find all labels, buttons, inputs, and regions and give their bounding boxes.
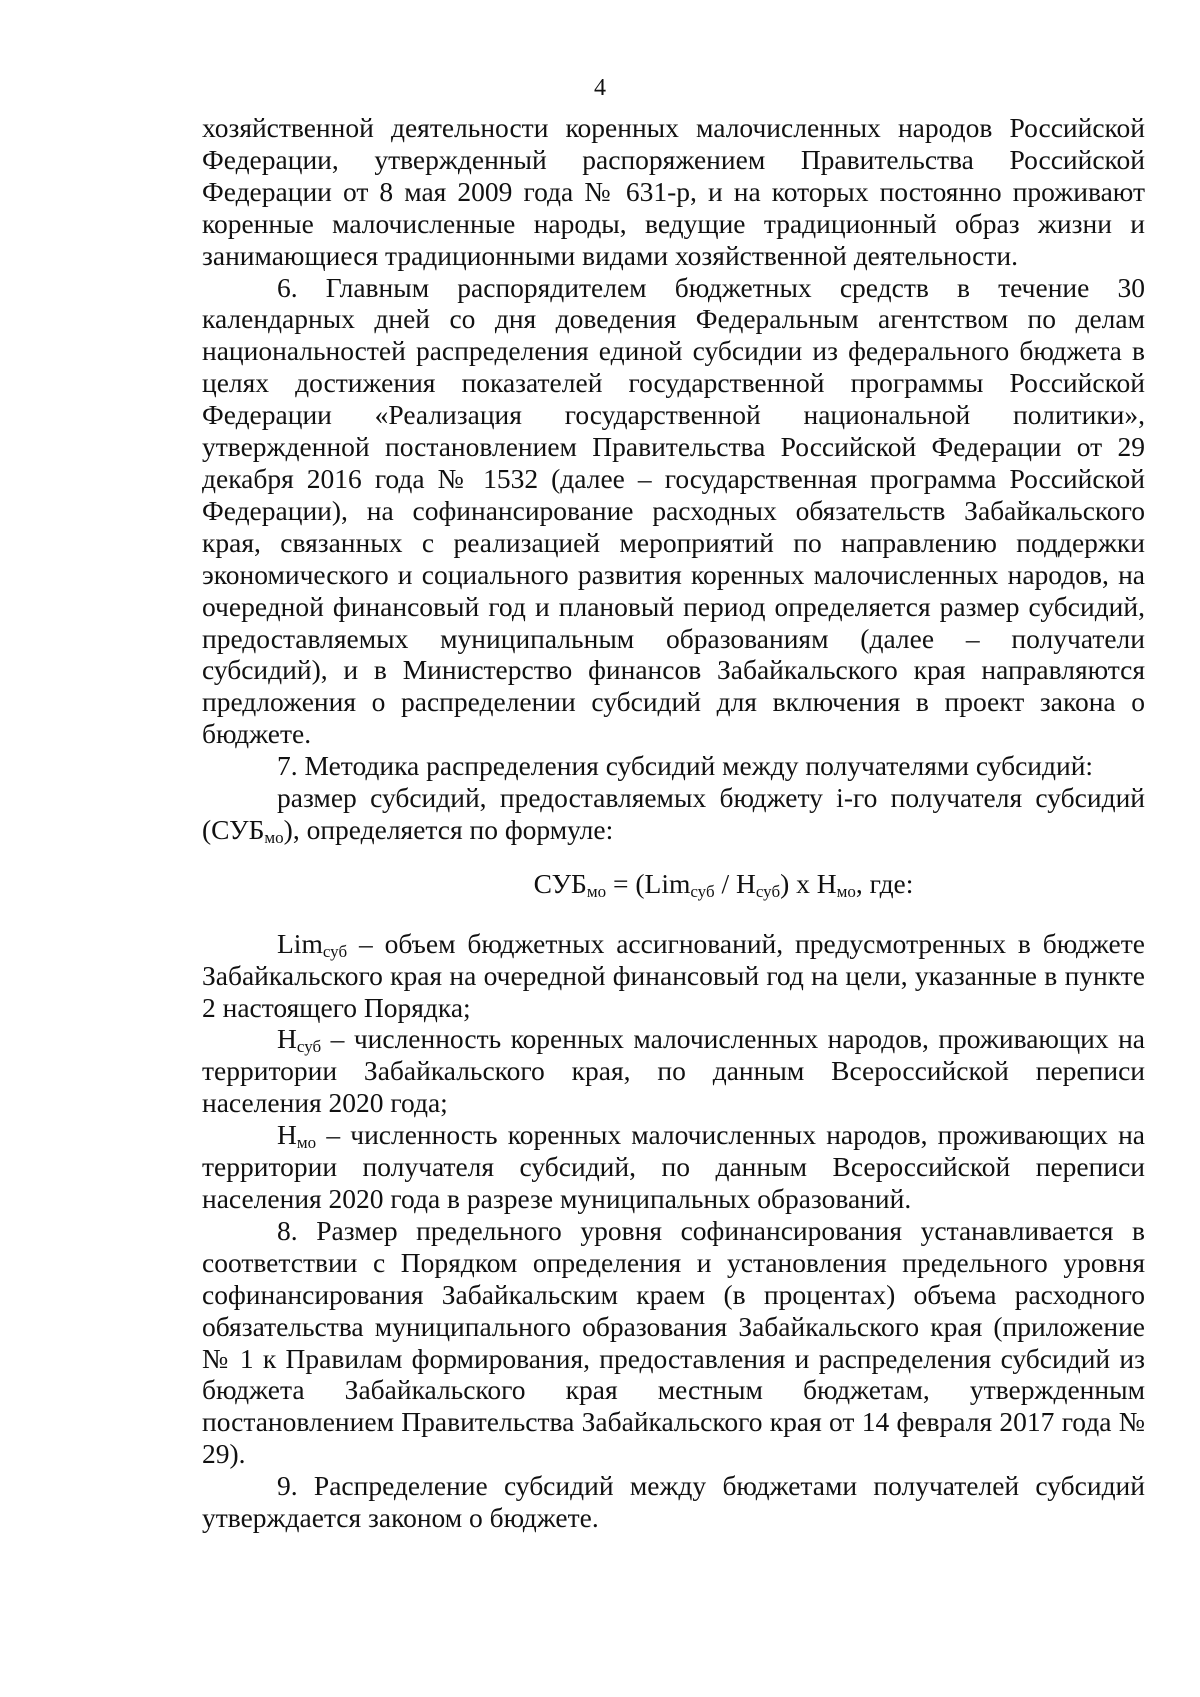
document-body (202, 112, 1145, 1534)
formula-part: , где: (855, 867, 914, 899)
formula-part: ) х Н (780, 867, 837, 899)
formula-subscript: суб (755, 881, 781, 901)
definition-text: – численность коренных малочисленных народов, проживающих на территории Забайкальского края, по данным Всероссийской переписи населения 2020 года; (202, 1023, 1145, 1119)
subscript: мо (296, 1133, 317, 1153)
subscript: мо (264, 827, 284, 847)
text: размер субсидий, предоставляемых бюджету i-го получателя субсидий (СУБ (202, 782, 1145, 845)
formula-subscript: мо (836, 881, 856, 901)
formula-subscript: мо (586, 881, 607, 901)
paragraph-continuation: хозяйственной деятельности коренных малочисленных народов Российской Федерации, утвержденный распоряжением Правительства Российской Федерации от 8 мая 2009 года № 631-р, и на которых постоянно проживают коренные малочисленные народы, ведущие традиционный образ жизни и занимающиеся традиционными видами хозяйственной деятельности. (202, 112, 1145, 271)
text: ), определяется по формуле: (283, 813, 614, 845)
formula-part: СУБ (533, 867, 587, 899)
definition-text: – численность коренных малочисленных народов, проживающих на территории получателя субсидий, по данным Всероссийской переписи населения 2020 года в разрезе муниципальных образований. (202, 1119, 1145, 1214)
definition-h-mo (202, 1119, 1145, 1215)
subsidy-formula (202, 868, 1145, 900)
paragraph-8: 8. Размер предельного уровня софинансирования устанавливается в соответствии с Порядком определения и установления предельного уровня софинансирования Забайкальским краем (в процентах) объема расходного обязательства муниципального образования Забайкальского края (приложение № 1 к Правилам формирования, предоставления и распределения субсидий из бюджета Забайкальского края местным бюджетам, утвержденным постановлением Правительства Забайкальского края от 14 февраля 2017 года № 29). (202, 1214, 1145, 1470)
subscript: суб (322, 941, 348, 961)
formula-part: = (Lim (606, 867, 691, 899)
paragraph-6: 6. Главным распорядителем бюджетных средств в течение 30 календарных дней со дня доведения Федеральным агентством по делам национальностей распределения единой субсидии из федерального бюджета в целях достижения показателей государственной программы Российской Федерации «Реализация государственной национальной политики», утвержденной постановлением Правительства Российской Федерации от 29 декабря 2016 года № 1532 (далее – государственная программа Российской Федерации), на софинансирование расходных обязательств Забайкальского края, связанных с реализацией мероприятий по направлению поддержки экономического и социального развития коренных малочисленных народов, на очередной финансовый год и плановый период определяется размер субсидий, предоставляемых муниципальным образованиям (далее – получатели субсидий), и в Министерство финансов Забайкальского края направляются предложения о распределении субсидий для включения в проект закона о бюджете. (202, 271, 1145, 750)
paragraph-7-formula-intro (202, 782, 1145, 846)
definition-h-sub (202, 1023, 1145, 1119)
definition-lim (202, 928, 1145, 1024)
formula-part: / Н (714, 867, 756, 899)
symbol: Н (277, 1119, 297, 1151)
page-number: 4 (594, 75, 606, 101)
symbol: Lim (277, 927, 323, 959)
symbol: Н (277, 1023, 297, 1055)
subscript: суб (296, 1037, 322, 1057)
paragraph-7: 7. Методика распределения субсидий между получателями субсидий: (277, 750, 1094, 782)
definition-text: – объем бюджетных ассигнований, предусмотренных в бюджете Забайкальского края на очередной финансовый год на цели, указанные в пункте 2 настоящего Порядка; (202, 927, 1145, 1023)
formula-subscript: суб (690, 881, 715, 901)
paragraph-9: 9. Распределение субсидий между бюджетами получателей субсидий утверждается законом о бюджете. (202, 1470, 1145, 1534)
